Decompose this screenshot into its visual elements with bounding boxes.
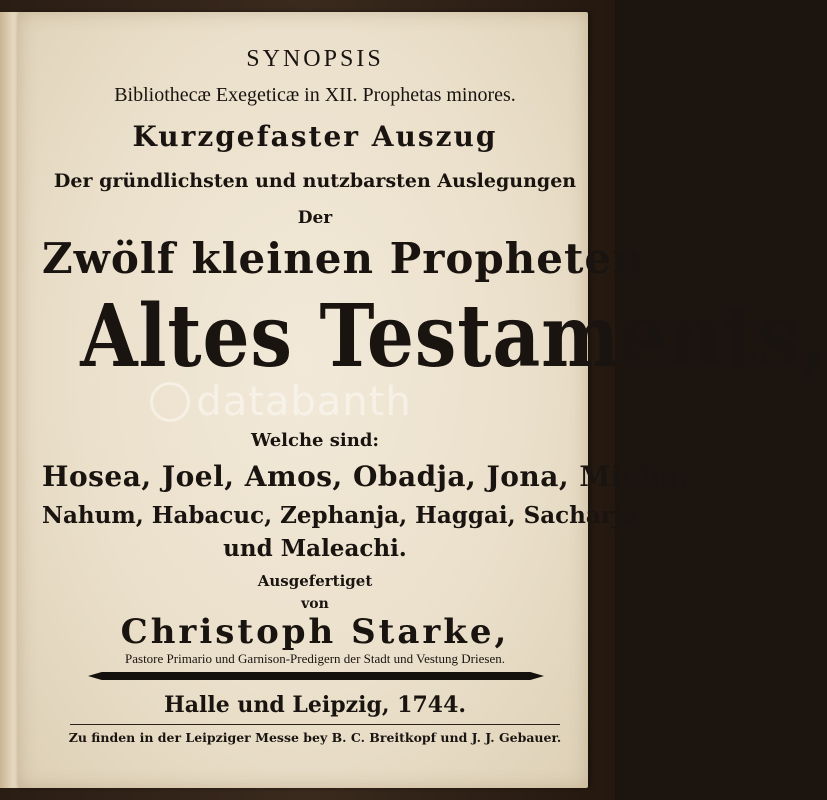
der-line: Der bbox=[297, 208, 333, 228]
imprint-line: Halle und Leipzig, 1744. bbox=[163, 692, 467, 718]
zwoelf-propheten-heading: Zwölf kleinen Propheten bbox=[42, 234, 644, 283]
author-title: Pastore Primario und Garnison-Predigern der Stadt und Vestung Driesen. bbox=[125, 651, 505, 666]
altes-testaments-heading: Altes Testaments, bbox=[80, 286, 827, 387]
prophet-names-line-3: und Maleachi. bbox=[223, 535, 407, 562]
ausgefertiget-line: Ausgefertiget bbox=[257, 572, 373, 590]
bibliotheca-subtitle: Bibliothecæ Exegeticæ in XII. Prophetas minores. bbox=[114, 84, 516, 106]
title-page-content bbox=[42, 12, 827, 788]
watermark-text: databanth bbox=[196, 379, 412, 425]
thin-rule bbox=[70, 724, 560, 725]
watermark-circle-icon bbox=[150, 382, 190, 422]
welche-sind-line: Welche sind: bbox=[250, 430, 380, 451]
prophet-names-line-1: Hosea, Joel, Amos, Obadja, Jona, Micha, bbox=[42, 460, 690, 493]
kurzgefaster-heading: Kurzgefaster Auszug bbox=[132, 120, 498, 153]
author-name: Christoph Starke, bbox=[120, 612, 510, 652]
title-page bbox=[18, 12, 827, 788]
gruendlichsten-line: Der gründlichsten und nutzbarsten Auslegungen bbox=[53, 170, 577, 192]
ornamental-rule bbox=[88, 672, 544, 680]
prophet-names-line-2: Nahum, Habacuc, Zephanja, Haggai, Sacharja, bbox=[42, 502, 645, 529]
von-line: von bbox=[301, 596, 329, 612]
synopsis-heading: SYNOPSIS bbox=[246, 46, 384, 72]
publisher-line: Zu finden in der Leipziger Messe bey B. C. Breitkopf und J. J. Gebauer. bbox=[68, 730, 562, 745]
